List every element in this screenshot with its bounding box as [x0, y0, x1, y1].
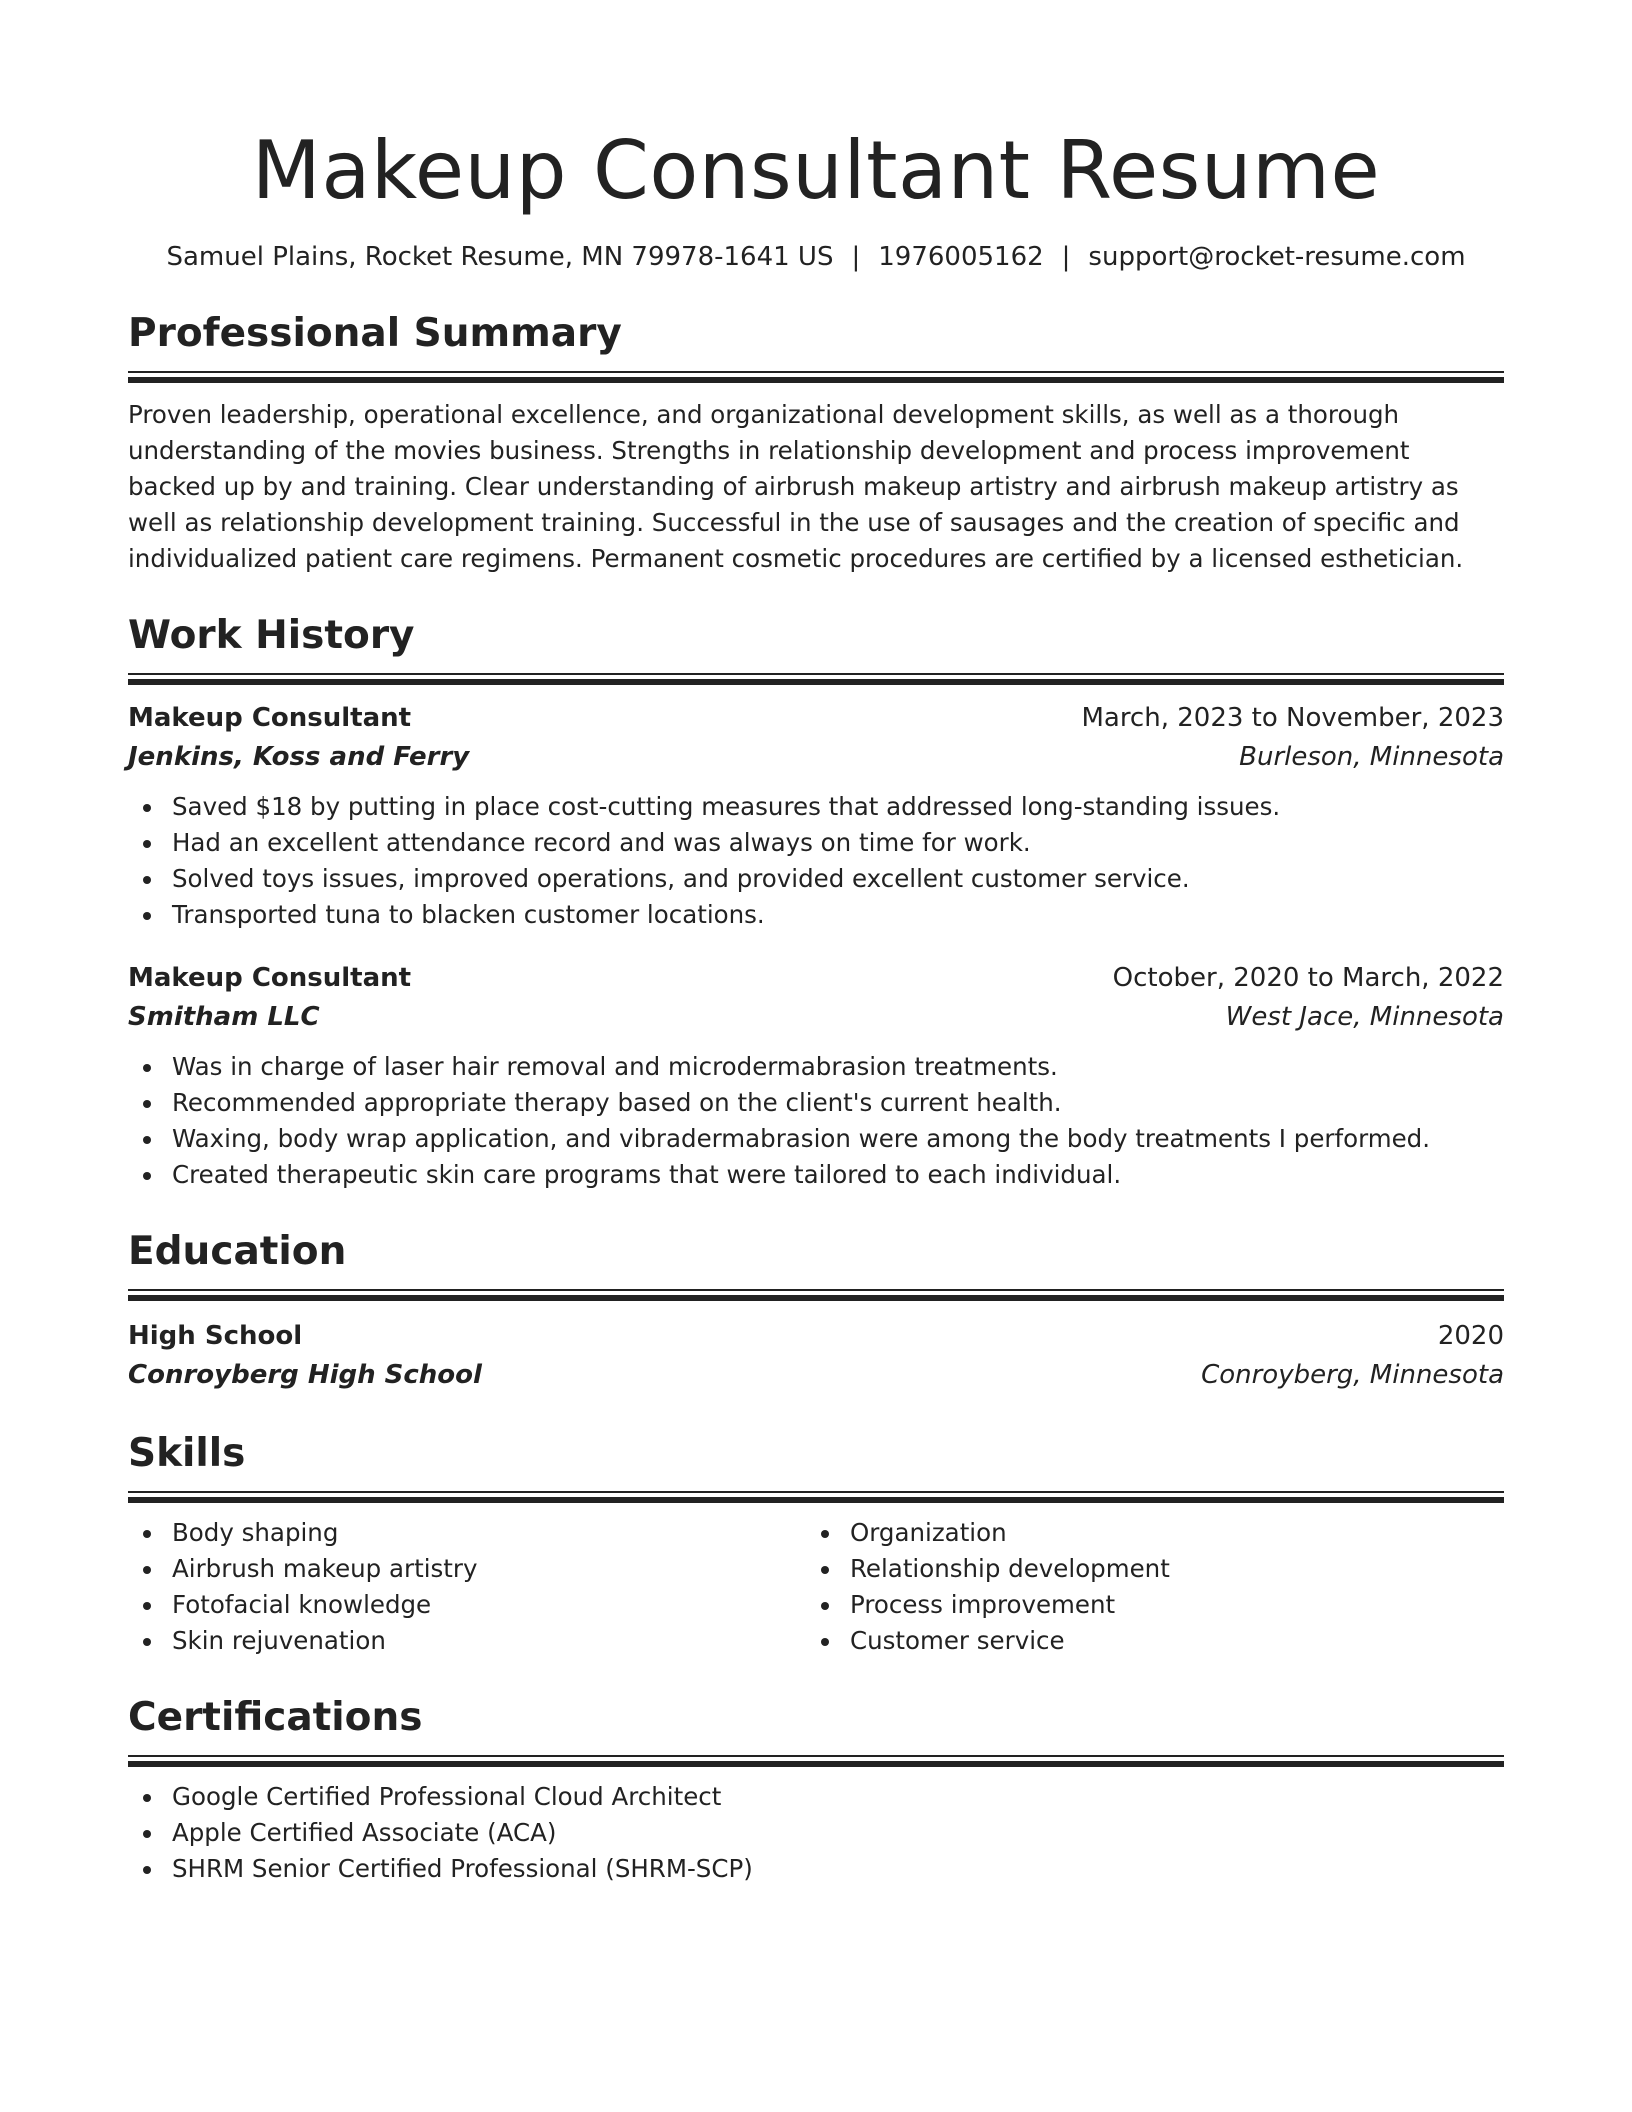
list-item: Process improvement — [806, 1587, 1484, 1623]
education-entry — [128, 1317, 1504, 1395]
skills-grid — [128, 1515, 1504, 1659]
section-divider — [128, 1755, 1504, 1767]
job-dates: October, 2020 to March, 2022 — [1112, 963, 1504, 993]
list-item: Had an excellent attendance record and was always on time for work. — [128, 825, 1504, 861]
education-school: Conroyberg High School — [128, 1360, 482, 1390]
resume-title: Makeup Consultant Resume — [251, 124, 1381, 217]
job-company: Smitham LLC — [128, 1002, 320, 1032]
education-degree: High School — [128, 1321, 303, 1351]
section-divider — [128, 371, 1504, 383]
list-item: Saved $18 by putting in place cost-cutting measures that addressed long-standing issues. — [128, 789, 1504, 825]
list-item: Apple Certified Associate (ACA) — [128, 1815, 1504, 1851]
list-item: Solved toys issues, improved operations, and provided excellent customer service. — [128, 861, 1504, 897]
section-title-skills: Skills — [128, 1431, 246, 1476]
list-item: Transported tuna to blacken customer locations. — [128, 897, 1504, 933]
job-bullets — [128, 789, 1504, 933]
contact-email[interactable]: support@rocket-resume.com — [1088, 242, 1466, 272]
list-item: Recommended appropriate therapy based on the client's current health. — [128, 1085, 1504, 1121]
job-role: Makeup Consultant — [128, 703, 412, 733]
section-title-certifications: Certifications — [128, 1695, 423, 1740]
list-item: Organization — [806, 1515, 1484, 1551]
section-title-education: Education — [128, 1229, 347, 1274]
contact-separator: | — [1061, 242, 1071, 272]
contact-address: Samuel Plains, Rocket Resume, MN 79978-1641 US — [166, 242, 834, 272]
list-item: Relationship development — [806, 1551, 1484, 1587]
list-item: Created therapeutic skin care programs that were tailored to each individual. — [128, 1157, 1504, 1193]
list-item: Google Certified Professional Cloud Architect — [128, 1779, 1504, 1815]
skills-list-right — [806, 1515, 1484, 1659]
section-title-summary: Professional Summary — [128, 311, 622, 356]
job-role: Makeup Consultant — [128, 963, 412, 993]
skills-list-left — [128, 1515, 806, 1659]
certifications-list — [128, 1779, 1504, 1887]
list-item: Waxing, body wrap application, and vibradermabrasion were among the body treatments I performed. — [128, 1121, 1504, 1157]
list-item: Airbrush makeup artistry — [128, 1551, 806, 1587]
list-item: SHRM Senior Certified Professional (SHRM-SCP) — [128, 1851, 1504, 1887]
job-location: Burleson, Minnesota — [1239, 742, 1504, 772]
job-dates: March, 2023 to November, 2023 — [1081, 703, 1504, 733]
contact-phone: 1976005162 — [878, 242, 1044, 272]
list-item: Skin rejuvenation — [128, 1623, 806, 1659]
job-entry — [128, 959, 1504, 1193]
education-location: Conroyberg, Minnesota — [1201, 1360, 1504, 1390]
section-divider — [128, 673, 1504, 685]
job-company: Jenkins, Koss and Ferry — [128, 742, 470, 772]
section-divider — [128, 1289, 1504, 1301]
list-item: Customer service — [806, 1623, 1484, 1659]
summary-text: Proven leadership, operational excellence, and organizational development skills, as well as a thorough understanding of the movies business. Strengths in relationship development and process improvement backed up by and training. Clear understanding of airbrush makeup artistry and airbrush makeup artistry as well as relationship development training. Successful in the use of sausages and the creation of specific and individualized patient care regimens. Permanent cosmetic procedures are certified by a licensed esthetician. — [128, 400, 1464, 573]
list-item: Body shaping — [128, 1515, 806, 1551]
contact-line — [128, 239, 1504, 275]
section-title-work-history: Work History — [128, 613, 415, 658]
education-year: 2020 — [1437, 1321, 1504, 1351]
resume-page — [128, 0, 1504, 1887]
job-entry — [128, 699, 1504, 933]
job-location: West Jace, Minnesota — [1225, 1002, 1504, 1032]
job-bullets — [128, 1049, 1504, 1193]
contact-separator: | — [851, 242, 861, 272]
list-item: Was in charge of laser hair removal and microdermabrasion treatments. — [128, 1049, 1504, 1085]
section-divider — [128, 1491, 1504, 1503]
list-item: Fotofacial knowledge — [128, 1587, 806, 1623]
